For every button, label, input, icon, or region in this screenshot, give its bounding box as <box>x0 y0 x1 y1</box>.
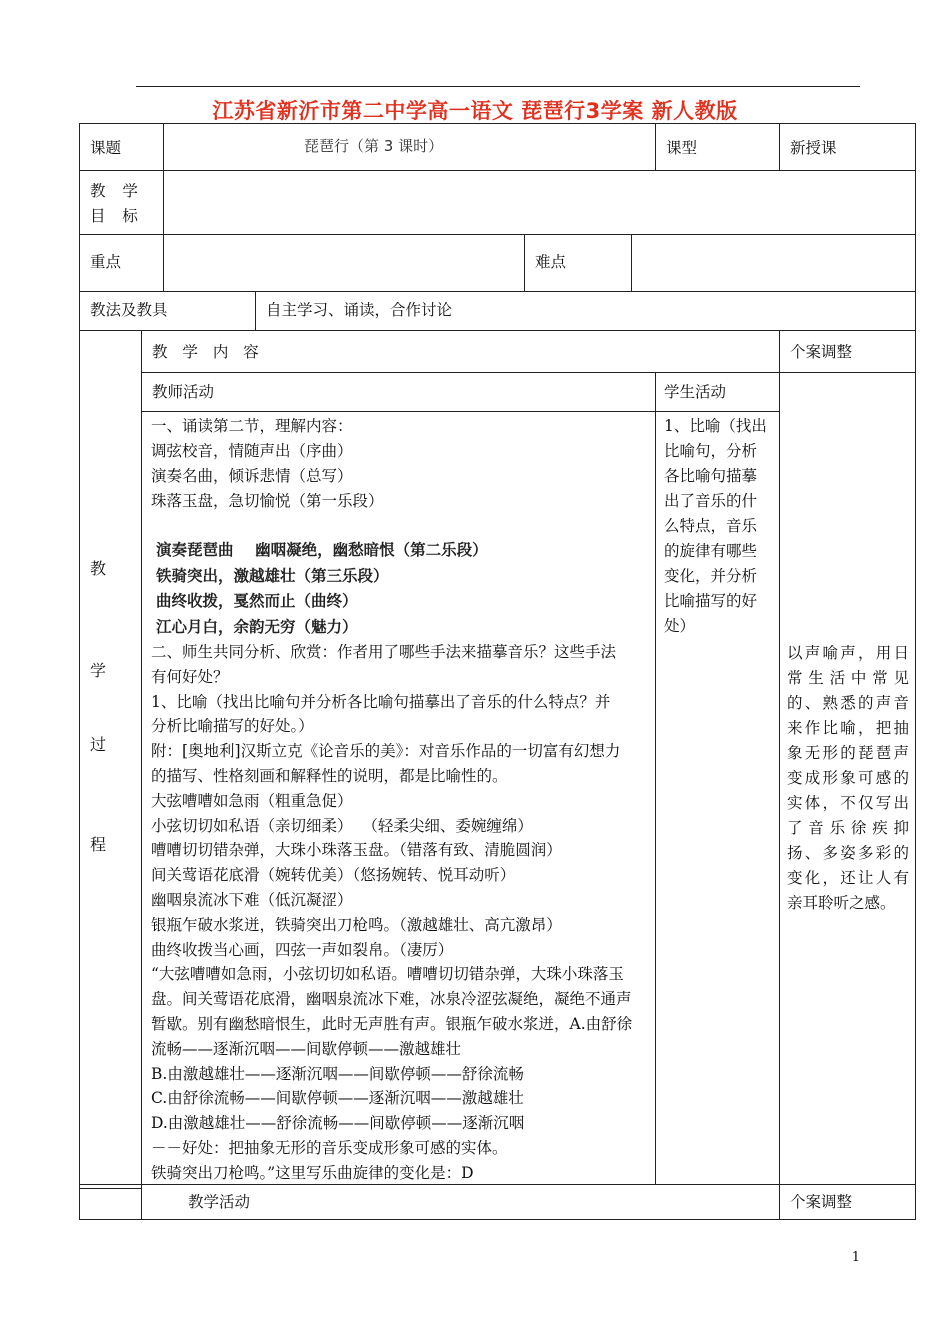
goal-label: 教 学 目 标 <box>79 170 164 235</box>
process-label-cell <box>79 330 142 1189</box>
topic-value: 琵琶行（第 3 课时） <box>163 123 656 171</box>
process-char-1: 教 <box>90 559 107 578</box>
footer-left-cell <box>79 1184 142 1220</box>
teacher-line: D.由激越雄壮——舒徐流畅——间歇停顿——逐渐沉咽 <box>151 1114 525 1133</box>
teacher-line: “大弦嘈嘈如急雨，小弦切切如私语。嘈嘈切切错杂弹，大珠小珠落玉 <box>151 965 624 984</box>
teacher-line: 演奏琵琶曲 幽咽凝绝，幽愁暗恨（第二乐段） <box>156 541 488 559</box>
teacher-line: 曲终收拨，戛然而止（曲终） <box>156 592 358 610</box>
goal-value <box>163 170 916 235</box>
method-label: 教法及教具 <box>79 291 256 331</box>
adjust-header: 个案调整 <box>779 330 916 373</box>
document-title: 江苏省新沂市第二中学高一语文 琵琶行3学案 新人教版 <box>212 99 738 123</box>
teacher-line: 一、诵读第二节，理解内容： <box>151 417 353 435</box>
teacher-line: 小弦切切如私语（亲切细柔） （轻柔尖细、委婉缠绵） <box>151 816 533 835</box>
footer-activity: 教学活动 <box>141 1184 780 1220</box>
teacher-lines-c <box>151 640 655 1186</box>
teacher-line: 江心月白，余韵无穷（魅力） <box>156 617 358 636</box>
topic-label: 课题 <box>79 123 164 171</box>
student-header: 学生活动 <box>655 372 780 412</box>
teacher-header: 教师活动 <box>141 372 656 412</box>
teacher-line: 的描写、性格刻画和解释性的说明，都是比喻性的。 <box>151 766 508 785</box>
type-value: 新授课 <box>779 123 916 171</box>
teacher-line: 二、师生共同分析、欣赏：作者用了哪些手法来描摹音乐？这些手法 <box>151 643 617 661</box>
teacher-line: 盘。间关莺语花底滑，幽咽泉流冰下难，冰泉冷涩弦凝绝，凝绝不通声 <box>151 990 632 1009</box>
teacher-line: 流畅——逐渐沉咽——间歇停顿——激越雄壮 <box>151 1039 462 1058</box>
adjust-note: 以声喻声，用日常生活中常见的、熟悉的声音来作比喻，把抽象无形的琵琶声变成形象可感的实体，不仅写出了音乐徐疾抑扬、多姿多彩的变化，还让人有亲耳聆听之感。 <box>787 644 909 912</box>
teacher-line: 附：[奥地利]汉斯立克《论音乐的美》：对音乐作品的一切富有幻想力 <box>151 742 621 761</box>
page-number: 1 <box>851 1250 860 1265</box>
teacher-lines-a <box>151 414 655 514</box>
header-rule <box>136 86 860 87</box>
teacher-line: 珠落玉盘，急切愉悦（第一乐段） <box>151 492 384 510</box>
teacher-line: 铁骑突出，激越雄壮（第三乐段） <box>156 566 389 585</box>
key-value <box>163 234 525 292</box>
teacher-line: 分析比喻描写的好处。） <box>151 717 314 736</box>
teacher-line: 大弦嘈嘈如急雨（粗重急促） <box>151 791 353 810</box>
teacher-line: 间关莺语花底滑（婉转优美）（悠扬婉转、悦耳动听） <box>151 866 516 885</box>
teacher-activity <box>141 411 656 1185</box>
teacher-line: 1、比喻（找出比喻句并分析各比喻句描摹出了音乐的什么特点？并 <box>151 692 611 711</box>
method-value: 自主学习、诵读，合作讨论 <box>255 291 916 331</box>
teacher-line: 银瓶乍破水浆迸，铁骑突出刀枪鸣。（激越雄壮、高亢激昂） <box>151 915 562 934</box>
teacher-line: C.由舒徐流畅——间歇停顿——逐渐沉咽——激越雄壮 <box>151 1089 524 1108</box>
process-char-3: 过 <box>90 735 107 754</box>
teacher-line: 曲终收拨当心画，四弦一声如裂帛。（凄厉） <box>151 940 454 959</box>
teacher-line: 演奏名曲，倾诉悲情（总写） <box>151 467 353 485</box>
footer-adjust: 个案调整 <box>779 1184 916 1220</box>
teacher-line: 调弦校音，情随声出（序曲） <box>151 442 353 460</box>
teacher-line: B.由激越雄壮——逐渐沉咽——间歇停顿——舒徐流畅 <box>151 1064 524 1083</box>
difficulty-value <box>631 234 916 292</box>
teacher-line: －－好处：把抽象无形的音乐变成形象可感的实体。 <box>151 1138 508 1157</box>
teacher-lines-b <box>151 538 655 640</box>
process-char-4: 程 <box>90 835 107 854</box>
teacher-line: 嘈嘈切切错杂弹，大珠小珠落玉盘。（错落有致、清脆圆润） <box>151 841 562 860</box>
teacher-line: 暂歇。别有幽愁暗恨生，此时无声胜有声。银瓶乍破水浆迸，A.由舒徐 <box>151 1014 633 1033</box>
key-label: 重点 <box>79 234 164 292</box>
teacher-line: 铁骑突出刀枪鸣。”这里写乐曲旋律的变化是：D <box>151 1163 474 1182</box>
teacher-line: 幽咽泉流冰下难（低沉凝涩） <box>151 890 353 909</box>
process-char-2: 学 <box>90 661 107 680</box>
difficulty-label: 难点 <box>524 234 632 292</box>
type-label: 课型 <box>655 123 780 171</box>
teacher-line: 有何好处？ <box>151 667 229 686</box>
content-header: 教 学 内 容 <box>141 330 780 373</box>
student-activity: 1、比喻（找出比喻句，分析各比喻句描摹出了音乐的什么特点，音乐的旋律有哪些变化，并分析比喻描写的好处） <box>655 411 780 1185</box>
